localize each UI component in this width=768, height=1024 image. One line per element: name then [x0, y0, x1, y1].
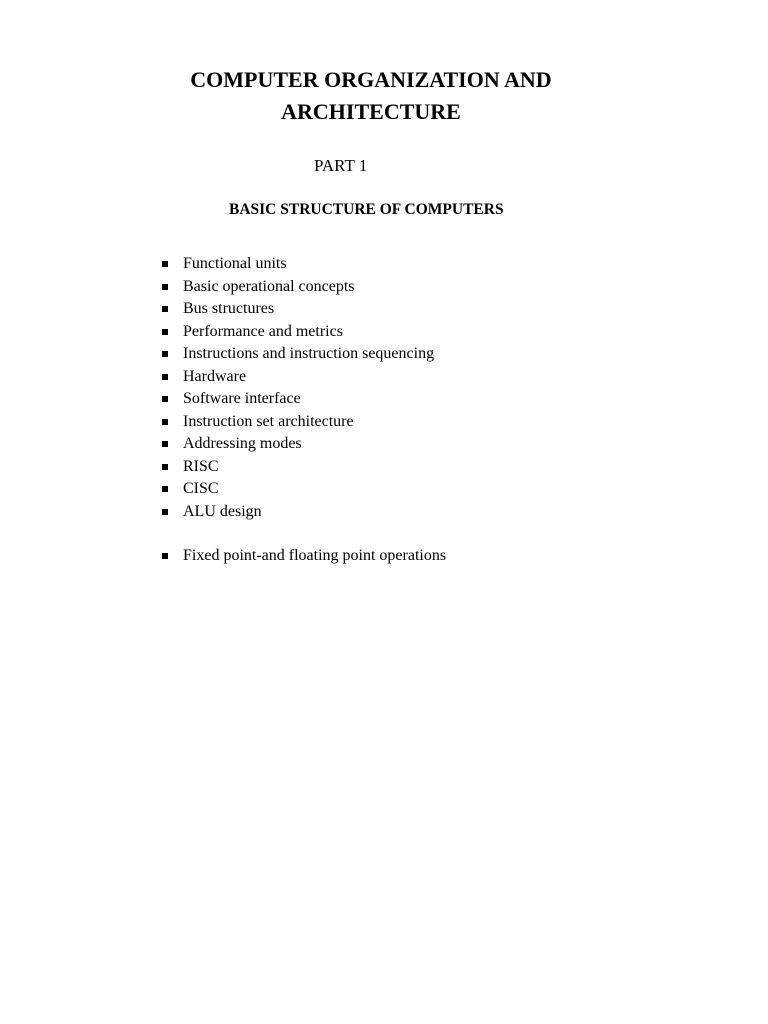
- list-item: [160, 276, 434, 299]
- square-bullet-icon: [162, 509, 168, 515]
- square-bullet-icon: [162, 306, 168, 312]
- list-item: [160, 478, 434, 501]
- square-bullet-icon: [162, 329, 168, 335]
- section-heading: BASIC STRUCTURE OF COMPUTERS: [229, 201, 504, 218]
- list-item-label: Functional units: [183, 255, 287, 272]
- list-item-label: Software interface: [183, 390, 301, 407]
- list-item: [160, 545, 446, 568]
- list-item: [160, 253, 434, 276]
- list-item: [160, 411, 434, 434]
- square-bullet-icon: [162, 396, 168, 402]
- list-item: [160, 388, 434, 411]
- list-item-label: Instructions and instruction sequencing: [183, 345, 435, 362]
- square-bullet-icon: [162, 351, 168, 357]
- square-bullet-icon: [162, 464, 168, 470]
- list-item: [160, 321, 434, 344]
- list-item-label: Instruction set architecture: [183, 412, 354, 430]
- list-item: [160, 343, 434, 366]
- list-item-label: Hardware: [183, 367, 247, 385]
- list-item: [160, 501, 434, 524]
- square-bullet-icon: [162, 284, 168, 290]
- square-bullet-icon: [162, 374, 168, 380]
- square-bullet-icon: [162, 486, 168, 492]
- topic-list: [160, 253, 434, 523]
- list-item-label: Fixed point-and floating point operations: [183, 547, 447, 564]
- list-item: [160, 366, 434, 389]
- square-bullet-icon: [162, 553, 168, 559]
- list-item-label: Bus structures: [183, 300, 275, 317]
- list-item-label: ALU design: [183, 502, 262, 520]
- extra-topic-list: [160, 545, 446, 568]
- title-line-2: ARCHITECTURE: [281, 99, 461, 124]
- list-item-label: Basic operational concepts: [183, 277, 355, 295]
- list-item: [160, 298, 434, 321]
- list-item-label: CISC: [183, 480, 219, 497]
- list-item: [160, 433, 434, 456]
- part-label: PART 1: [314, 156, 368, 175]
- list-item-label: Addressing modes: [183, 435, 302, 452]
- list-item: [160, 456, 434, 479]
- list-item-label: RISC: [183, 457, 219, 475]
- square-bullet-icon: [162, 441, 168, 447]
- square-bullet-icon: [162, 419, 168, 425]
- document-title: [168, 64, 574, 128]
- title-line-1: COMPUTER ORGANIZATION AND: [190, 67, 552, 92]
- list-item-label: Performance and metrics: [183, 322, 343, 340]
- square-bullet-icon: [162, 261, 168, 267]
